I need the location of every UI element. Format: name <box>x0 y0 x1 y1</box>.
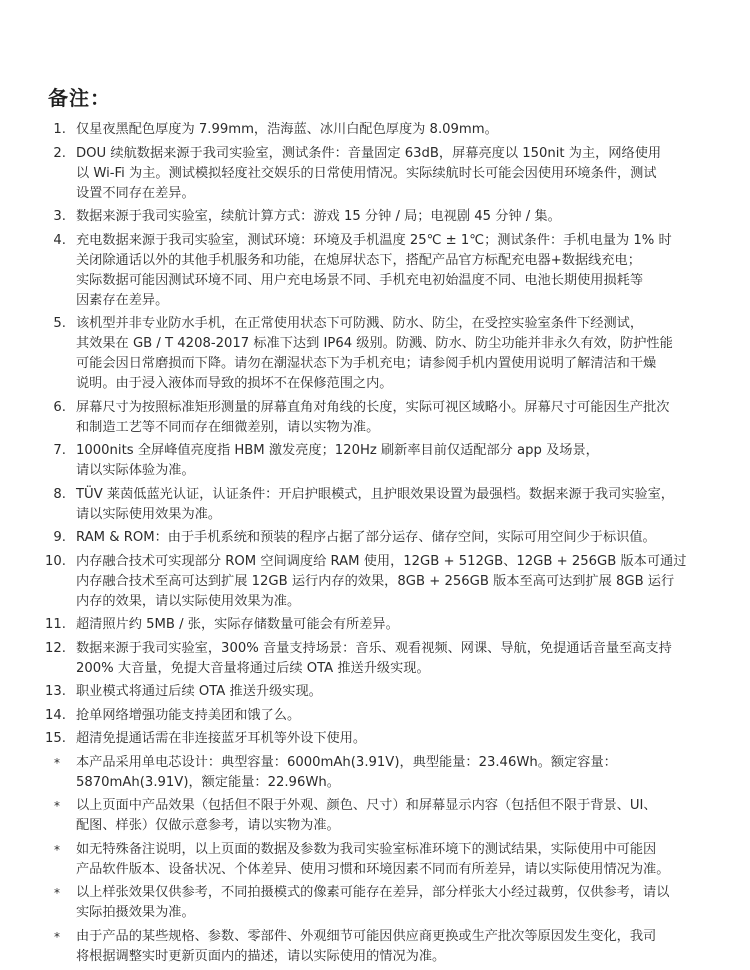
note-text <box>76 840 706 880</box>
note-item <box>0 927 750 967</box>
note-text <box>76 314 706 394</box>
note-number: 7. <box>53 443 66 458</box>
note-line: 5870mAh(3.91V)，额定能量：22.96Wh。 <box>76 774 340 790</box>
note-item <box>0 615 750 635</box>
note-item <box>0 552 750 612</box>
note-number: 15. <box>45 731 66 746</box>
note-asterisk-marker: * <box>54 886 60 900</box>
note-number: 3. <box>53 209 66 224</box>
note-line: 屏幕尺寸为按照标准矩形测量的屏幕直角对角线的长度，实际可视区域略小。屏幕尺寸可能因生产批次 <box>76 399 670 415</box>
note-number: 5. <box>53 316 66 331</box>
note-text <box>76 883 706 923</box>
note-item <box>0 314 750 394</box>
note-number: 14. <box>45 707 66 723</box>
note-text <box>76 207 706 227</box>
note-line: 以上页面中产品效果（包括但不限于外观、颜色、尺寸）和屏幕显示内容（包括但不限于背景、UI、 <box>76 798 657 813</box>
note-line: 将根据调整实时更新页面内的描述，请以实际使用的情况为准。 <box>76 948 446 964</box>
note-line: 以 Wi-Fi 为主。测试模拟轻度社交娱乐的日常使用情况。实际续航时长可能会因使用环境条件，测试 <box>76 165 657 181</box>
note-number: 12. <box>45 640 66 656</box>
note-item <box>0 441 750 481</box>
note-line: 数据来源于我司实验室，续航计算方式：游戏 15 分钟 / 局；电视剧 45 分钟 / 集。 <box>76 209 561 224</box>
note-item <box>0 840 750 880</box>
note-number: 11. <box>45 617 66 632</box>
note-line: 充电数据来源于我司实验室，测试环境：环境及手机温度 25℃ ± 1℃；测试条件：手机电量为 1% 时 <box>76 232 672 248</box>
note-line: 抢单网络增强功能支持美团和饿了么。 <box>76 707 301 723</box>
note-text <box>76 927 706 967</box>
note-item <box>0 753 750 793</box>
note-line: 设置不同存在差异。 <box>76 185 195 201</box>
note-line: 可能会因日常磨损而下降。请勿在潮湿状态下为手机充电；请参阅手机内置使用说明了解清洁和干燥 <box>76 356 657 371</box>
note-line: 因素存在差异。 <box>76 292 169 308</box>
note-line: 200% 大音量，免提大音量将通过后续 OTA 推送升级实现。 <box>76 660 430 676</box>
note-line: 实际数据可能因测试环境不同、用户充电场景不同、手机充电初始温度不同、电池长期使用损耗等 <box>76 272 644 288</box>
note-line: 由于产品的某些规格、参数、零部件、外观细节可能因供应商更换或生产批次等原因发生变化，我司 <box>76 928 657 944</box>
note-line: 数据来源于我司实验室，300% 音量支持场景：音乐、观看视频、网课、导航，免提通话音量至高支持 <box>76 640 672 656</box>
note-line: 以上样张效果仅供参考，不同拍摄模式的像素可能存在差异，部分样张大小经过裁剪，仅供参考，请以 <box>76 885 670 900</box>
note-text <box>76 729 706 749</box>
note-item <box>0 485 750 525</box>
note-text <box>76 706 706 726</box>
page-title: 备注： <box>48 86 111 110</box>
note-text <box>76 615 706 635</box>
note-number: 6. <box>53 399 66 415</box>
note-asterisk-marker: * <box>54 929 60 944</box>
note-line: 关闭除通话以外的其他手机服务和功能，在熄屏状态下，搭配产品官方标配充电器+数据线充电； <box>76 252 641 268</box>
note-item <box>0 144 750 204</box>
note-asterisk-marker: * <box>54 799 60 813</box>
note-number: 4. <box>53 232 66 248</box>
note-line: 请以实际体验为准。 <box>76 463 195 478</box>
note-item <box>0 120 750 140</box>
note-text <box>76 796 706 836</box>
note-text <box>76 639 706 679</box>
note-line: 实际拍摄效果为准。 <box>76 905 195 920</box>
note-asterisk-marker: * <box>54 755 60 770</box>
note-line: 配图、样张）仅做示意参考，请以实物为准。 <box>76 818 340 833</box>
note-line: 仅星夜黑配色厚度为 7.99mm，浩海蓝、冰川白配色厚度为 8.09mm。 <box>76 122 498 137</box>
note-line: 超清照片约 5MB / 张，实际存储数量可能会有所差异。 <box>76 617 399 632</box>
note-item <box>0 639 750 679</box>
note-line: TÜV 莱茵低蓝光认证，认证条件：开启护眼模式，且护眼效果设置为最强档。数据来源于我司实验室， <box>76 486 674 502</box>
note-asterisk-marker: * <box>54 842 60 857</box>
note-line: 1000nits 全屏峰值亮度指 HBM 激发亮度；120Hz 刷新率目前仅适配部分 app 及场景， <box>76 443 599 458</box>
note-line: 超清免提通话需在非连接蓝牙耳机等外设下使用。 <box>76 731 367 746</box>
note-text <box>76 441 706 481</box>
note-item <box>0 207 750 227</box>
note-text <box>76 753 706 793</box>
note-item <box>0 398 750 438</box>
note-item <box>0 231 750 311</box>
note-line: 说明。由于浸入液体而导致的损坏不在保修范围之内。 <box>76 376 393 391</box>
note-number: 10. <box>45 553 66 569</box>
note-text <box>76 144 706 204</box>
note-text <box>76 120 706 140</box>
notes-list <box>0 120 750 970</box>
note-line: 本产品采用单电芯设计：典型容量：6000mAh(3.91V)，典型能量：23.46Wh。额定容量： <box>76 754 617 770</box>
note-item <box>0 706 750 726</box>
note-text <box>76 528 706 548</box>
note-line: 内存融合技术至高可达到扩展 12GB 运行内存的效果，8GB + 256GB 版本至高可达到扩展 8GB 运行 <box>76 573 675 589</box>
note-text <box>76 231 706 311</box>
note-line: 产品软件版本、设备状况、个体差异、使用习惯和环境因素不同而有所差异，请以实际使用情况为准。 <box>76 861 670 877</box>
note-number: 2. <box>53 145 66 161</box>
note-line: 其效果在 GB / T 4208-2017 标准下达到 IP64 级别。防溅、防水、防尘功能并非永久有效，防护性能 <box>76 336 673 351</box>
note-line: 请以实际使用效果为准。 <box>76 506 222 522</box>
note-line: 如无特殊备注说明，以上页面的数据及参数为我司实验室标准环境下的测试结果，实际使用中可能因 <box>76 841 657 857</box>
note-text <box>76 552 706 612</box>
note-text <box>76 485 706 525</box>
note-line: 内存融合技术可实现部分 ROM 空间调度给 RAM 使用，12GB + 512GB、12GB + 256GB 版本可通过 <box>76 553 687 569</box>
note-item <box>0 729 750 749</box>
note-item <box>0 883 750 923</box>
note-number: 1. <box>53 122 66 137</box>
note-number: 13. <box>45 684 66 699</box>
note-line: 该机型并非专业防水手机，在正常使用状态下可防溅、防水、防尘，在受控实验室条件下经测试， <box>76 316 644 331</box>
note-line: 职业模式将通过后续 OTA 推送升级实现。 <box>76 684 322 699</box>
note-item <box>0 796 750 836</box>
note-line: 内存的效果，请以实际使用效果为准。 <box>76 593 301 609</box>
note-number: 9. <box>53 530 66 545</box>
note-number: 8. <box>53 486 66 502</box>
note-item <box>0 528 750 548</box>
note-text <box>76 682 706 702</box>
note-item <box>0 682 750 702</box>
note-line: RAM & ROM：由于手机系统和预装的程序占据了部分运存、储存空间，实际可用空间少于标识值。 <box>76 530 656 545</box>
note-line: DOU 续航数据来源于我司实验室，测试条件：音量固定 63dB，屏幕亮度以 150nit 为主，网络使用 <box>76 145 662 161</box>
note-line: 和制造工艺等不同而存在细微差别，请以实物为准。 <box>76 419 380 435</box>
note-text <box>76 398 706 438</box>
